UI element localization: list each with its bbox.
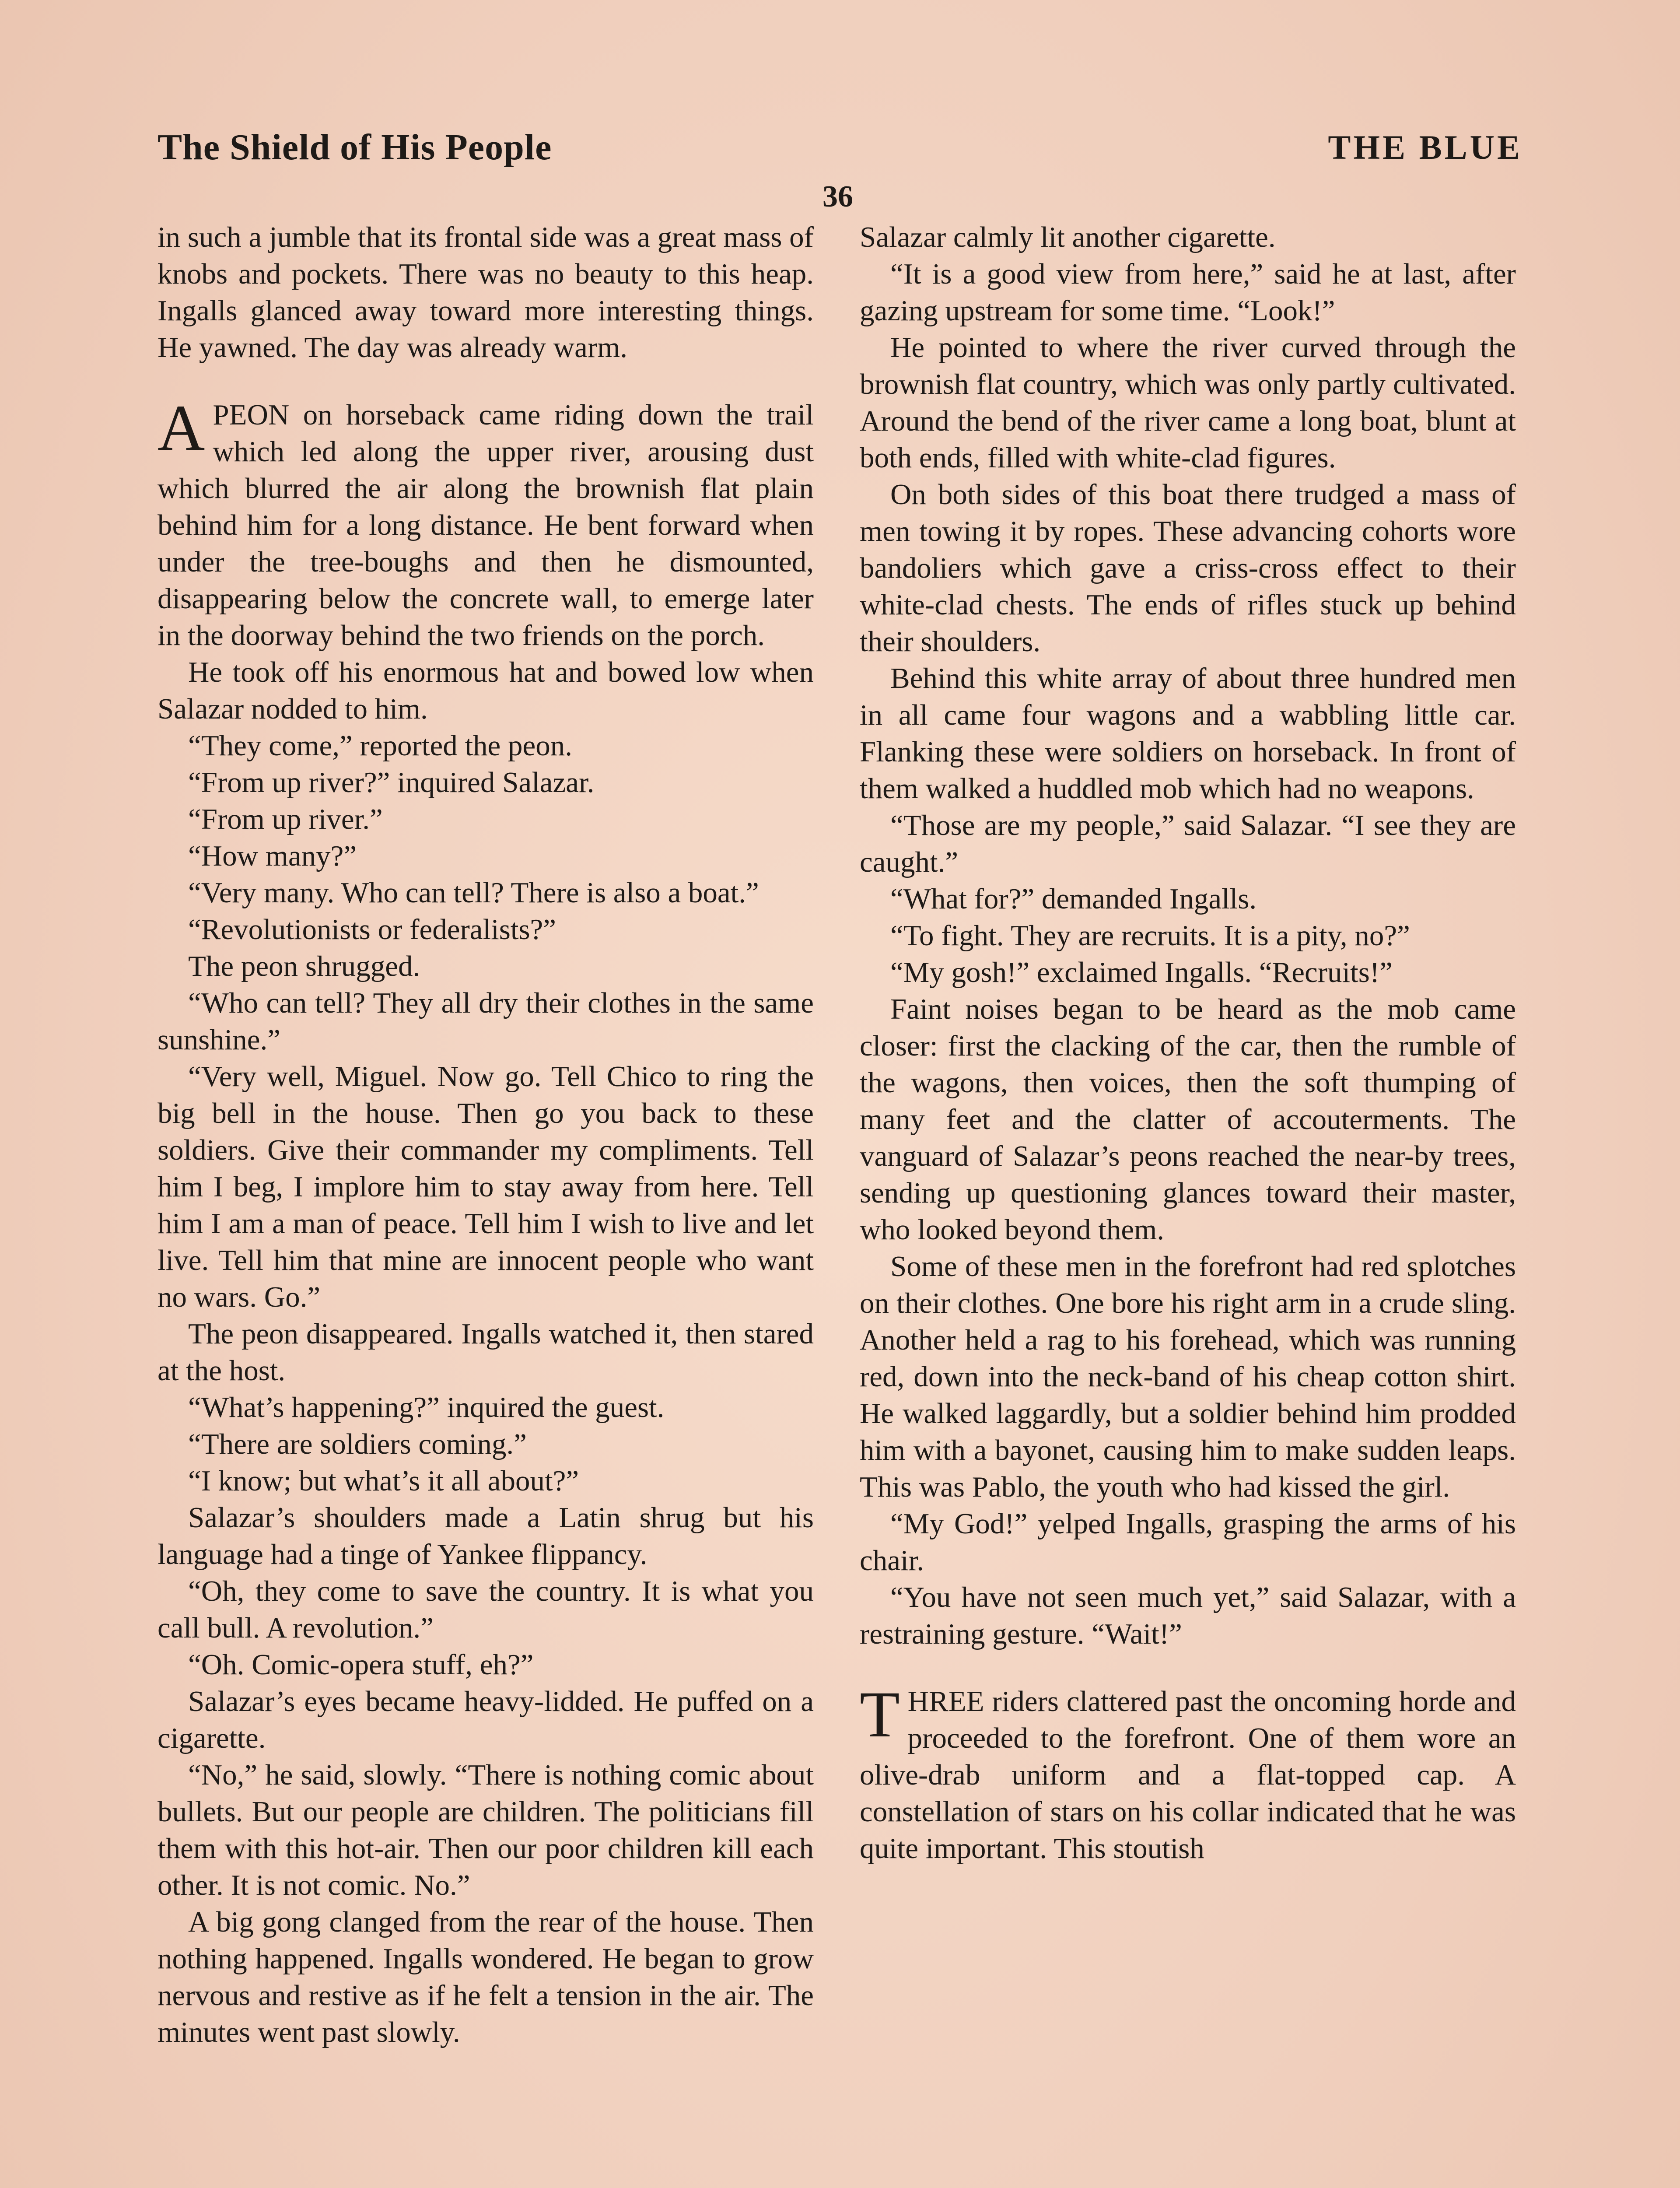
paragraph: Some of these men in the forefront had red splotches on their clothes. One bore his right arm in a crude sling. Another held a rag to his forehead, which was running red, down into the neck-band of his cheap cotton shirt. He walked laggardly, but a soldier behind him prodded him with a bayonet, causing him to make sudden leaps. This was Pablo, the youth who had kissed the girl. <box>860 1250 1516 1503</box>
paragraph: Behind this white array of about three hundred men in all came four wagons and a wabbling little car. Flanking these were soldiers on horseback. In front of them walked a huddled mob which had no weapons. <box>860 662 1516 805</box>
drop-cap: T <box>860 1678 900 1751</box>
paragraph: “From up river.” <box>188 803 383 835</box>
section-paragraph <box>158 392 814 654</box>
paragraph: Salazar’s eyes became heavy-lidded. He puffed on a cigarette. <box>158 1685 814 1754</box>
paragraph: “They come,” reported the peon. <box>188 729 573 762</box>
paragraph: “What’s happening?” inquired the guest. <box>188 1391 665 1424</box>
paragraph: Salazar calmly lit another cigarette. <box>860 221 1276 253</box>
paragraph: “How many?” <box>188 840 357 872</box>
paragraph: in such a jumble that its frontal side was a great mass of knobs and pockets. There was no beauty to this heap. Ingalls glanced away toward more interesting things. He yawned. The day was already warm. <box>158 221 814 364</box>
paragraph: He took off his enormous hat and bowed low when Salazar nodded to him. <box>158 656 814 725</box>
paragraph: “You have not seen much yet,” said Salazar, with a restraining gesture. “Wait!” <box>860 1581 1516 1650</box>
paragraph: On both sides of this boat there trudged a mass of men towing it by ropes. These advancing cohorts wore bandoliers which gave a criss-cross effect to their white-clad chests. The ends of rifles stuck up behind their shoulders. <box>860 478 1516 658</box>
paragraph: Faint noises began to be heard as the mob came closer: first the clacking of the car, then the rumble of the wagons, then voices, then the soft thumping of many feet and the clatter of accouterments. The vanguard of Salazar’s peons reached the near-by trees, sending up questioning glances toward their master, who looked beyond them. <box>860 993 1516 1246</box>
paragraph: “Oh, they come to save the country. It is what you call bull. A revolution.” <box>158 1575 814 1644</box>
paragraph: “Very many. Who can tell? There is also a boat.” <box>188 877 759 909</box>
paragraph: “No,” he said, slowly. “There is nothing comic about bullets. But our people are children. The politicians fill them with this hot-air. Then our poor children kill each other. It is not comic. No.” <box>158 1759 814 1901</box>
paragraph: “Who can tell? They all dry their clothes in the same sunshine.” <box>158 987 814 1056</box>
paragraph: “What for?” demanded Ingalls. <box>890 883 1257 915</box>
section-paragraph <box>860 1678 1516 1867</box>
paragraph: The peon shrugged. <box>188 950 420 982</box>
paragraph-text: HREE riders clattered past the oncoming horde and proceeded to the forefront. One of them wore an olive-drab uniform and a flat-topped cap. A constellation of stars on his collar indicated that he was quite important. This stoutish <box>860 1685 1516 1865</box>
paragraph-text: PEON on horseback came riding down the trail which led along the upper river, arousing dust which blurred the air along the brownish flat plain behind him for a long distance. He bent forward when under the tree-boughs and then he dismounted, disappearing below the concrete wall, to emerge later in the doorway behind the two friends on the porch. <box>158 399 814 652</box>
paragraph: “Revolutionists or federalists?” <box>188 913 556 946</box>
story-title: The Shield of His People <box>158 127 552 168</box>
paragraph: “I know; but what’s it all about?” <box>188 1465 579 1497</box>
paragraph: “From up river?” inquired Salazar. <box>188 766 595 799</box>
paragraph: “Oh. Comic-opera stuff, eh?” <box>188 1648 534 1681</box>
paragraph: He pointed to where the river curved through the brownish flat country, which was only partly cultivated. Around the bend of the river came a long boat, blunt at both ends, filled with white-clad figures. <box>860 331 1516 474</box>
paragraph: “There are soldiers coming.” <box>188 1428 527 1460</box>
right-text-column <box>860 219 1516 1867</box>
page-number: 36 <box>822 180 853 214</box>
paragraph: “My God!” yelped Ingalls, grasping the arms of his chair. <box>860 1508 1516 1577</box>
drop-cap: A <box>158 392 205 464</box>
paragraph: Salazar’s shoulders made a Latin shrug but his language had a tinge of Yankee flippancy. <box>158 1501 814 1571</box>
paragraph: “It is a good view from here,” said he at last, after gazing upstream for some time. “Look!” <box>860 258 1516 327</box>
paragraph: The peon disappeared. Ingalls watched it, then stared at the host. <box>158 1318 814 1387</box>
left-text-column <box>158 219 814 2051</box>
paragraph: “Very well, Miguel. Now go. Tell Chico to ring the big bell in the house. Then go you back to these soldiers. Give their commander my compliments. Tell him I beg, I implore him to stay away from here. Tell him I am a man of peace. Tell him I wish to live and let live. Tell him that mine are innocent people who want no wars. Go.” <box>158 1060 814 1313</box>
paragraph: “Those are my people,” said Salazar. “I see they are caught.” <box>860 809 1516 878</box>
paragraph: A big gong clanged from the rear of the house. Then nothing happened. Ingalls wondered. He began to grow nervous and restive as if he felt a tension in the air. The minutes went past slowly. <box>158 1906 814 2048</box>
magazine-title: THE BLUE <box>1328 128 1522 166</box>
paragraph: “My gosh!” exclaimed Ingalls. “Recruits!” <box>890 956 1393 989</box>
paragraph: “To fight. They are recruits. It is a pity, no?” <box>890 919 1410 952</box>
